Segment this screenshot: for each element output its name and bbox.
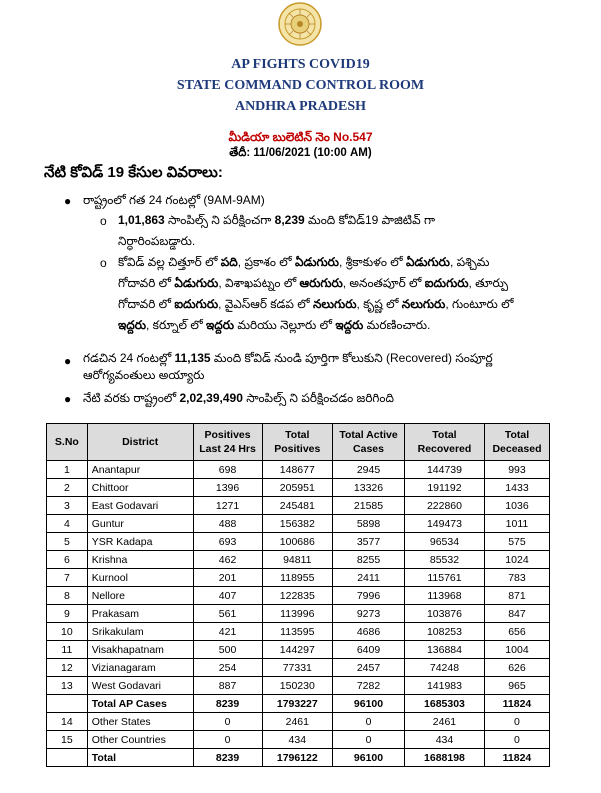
table-cell: 887 [193,677,262,695]
bulletin-title: మీడియా బులెటిన్ నెం No.547 [228,130,373,144]
table-cell: Kurnool [87,569,193,587]
table-cell: 113996 [262,605,333,623]
table-cell: Other Countries [87,731,193,749]
deaths-count: ఇద్దరు [206,318,235,332]
deaths-text: , విశాఖపట్నం లో [218,276,300,290]
deaths-count: ఆరుగురు [299,276,343,290]
deaths-text: మరణించారు. [363,318,431,332]
table-cell: 11824 [484,749,549,767]
col-header: Positives Last 24 Hrs [193,424,262,461]
table-cell: 113595 [262,623,333,641]
table-row [47,479,550,497]
table-cell: 85532 [404,551,484,569]
recovered-text: మంది కోవిడ్ నుండి పూర్తిగా కోలుకుని (Recovered) సంపూర్ణ [210,351,493,365]
table-cell: 462 [193,551,262,569]
table-cell: 103876 [404,605,484,623]
bullet-icon: ● [64,354,72,368]
table-row [47,641,550,659]
deaths-count: నలుగురు [401,297,446,311]
table-cell: 2945 [333,461,405,479]
table-cell: 0 [484,713,549,731]
table-cell: 4 [47,515,88,533]
table-cell: 1024 [484,551,549,569]
recovered-text: గడచిన 24 గంటల్లో [83,351,175,365]
sub-bullet-1 [118,210,435,252]
table-row [47,587,550,605]
table-cell: 245481 [262,497,333,515]
table-cell: 5898 [333,515,405,533]
table-row [47,731,550,749]
sub-bullet-2 [118,252,558,336]
table-row [47,533,550,551]
col-header: Total Deceased [484,424,549,461]
table-row [47,713,550,731]
deaths-count: ఇద్దరు [118,318,147,332]
table-cell: 1433 [484,479,549,497]
col-header: S.No [47,424,88,461]
table-cell: 0 [484,731,549,749]
table-cell: 0 [193,731,262,749]
section-title: నేటి కోవిడ్ 19 కేసుల వివరాలు: [44,164,223,181]
table-cell: 1796122 [262,749,333,767]
table-cell: 122835 [262,587,333,605]
bullet-3-text [83,388,394,408]
table-cell: 1271 [193,497,262,515]
table-cell: 8239 [193,749,262,767]
bulletin-date [0,146,601,162]
table-cell: 656 [484,623,549,641]
deaths-count: ఐదుగురు [174,297,219,311]
deaths-count: నలుగురు [312,297,357,311]
table-cell: 783 [484,569,549,587]
table-cell: 6409 [333,641,405,659]
date-label: తేదీ: [229,147,251,159]
ap-emblem-icon [278,2,322,46]
sub-bullet-icon: o [100,214,107,228]
table-cell: 871 [484,587,549,605]
table-row [47,515,550,533]
deaths-text: కోవిడ్ వల్ల చిత్తూర్ లో [118,255,221,269]
table-cell: 1793227 [262,695,333,713]
table-cell: 14 [47,713,88,731]
table-cell: 74248 [404,659,484,677]
table-cell: 1 [47,461,88,479]
table-cell: 2461 [262,713,333,731]
sub1-text-a: సాంపిల్స్ ని పరీక్షించగా [164,213,275,227]
header-line-3: ANDHRA PRADESH [234,99,367,114]
table-cell [47,749,88,767]
table-cell: 3577 [333,533,405,551]
table-cell: 15 [47,731,88,749]
table-row [47,569,550,587]
table-row [47,551,550,569]
table-cell: 7996 [333,587,405,605]
table-total-row [47,695,550,713]
deaths-text: గోదావరి లో [118,297,175,311]
table-row [47,623,550,641]
table-cell: 96100 [333,749,405,767]
col-header: District [87,424,193,461]
deaths-text: , గుంటూరు లో [445,297,514,311]
recovered-count: 11,135 [174,351,211,365]
col-header: Total Active Cases [333,424,405,461]
deaths-count: ఐదుగురు [424,276,469,290]
bullet-1-text: రాష్ట్రంలో గత 24 గంటల్లో (9AM-9AM) [83,193,265,207]
table-cell: 201 [193,569,262,587]
table-cell: 9 [47,605,88,623]
district-cases-table [46,423,550,767]
table-cell: 0 [193,713,262,731]
table-cell: 8239 [193,695,262,713]
table-cell: 5 [47,533,88,551]
deaths-text: , పశ్చిమ [449,255,490,269]
table-cell: 2457 [333,659,405,677]
table-cell: Nellore [87,587,193,605]
table-cell: 407 [193,587,262,605]
table-cell: 115761 [404,569,484,587]
bullet-2-text [83,350,563,384]
table-cell: 1688198 [404,749,484,767]
deaths-count: ఏడుగురు [405,255,450,269]
table-cell: 77331 [262,659,333,677]
deaths-text: , అనంతపూర్ లో [342,276,425,290]
table-cell: 1396 [193,479,262,497]
samples-tested: 1,01,863 [118,213,165,227]
col-header: Total Positives [262,424,333,461]
table-cell: 7 [47,569,88,587]
table-cell: 13 [47,677,88,695]
table-cell: 500 [193,641,262,659]
table-cell: 2411 [333,569,405,587]
table-header-row [47,424,550,461]
table-cell: West Godavari [87,677,193,695]
table-cell: Vizianagaram [87,659,193,677]
table-cell: 434 [262,731,333,749]
deaths-text: , తూర్పు [468,276,509,290]
deaths-count: ఇద్దరు [335,318,364,332]
table-cell: 0 [333,713,405,731]
table-cell: 8255 [333,551,405,569]
table-cell: 113968 [404,587,484,605]
table-cell: 149473 [404,515,484,533]
table-cell: 993 [484,461,549,479]
table-cell: 100686 [262,533,333,551]
table-cell: 1011 [484,515,549,533]
table-cell: 205951 [262,479,333,497]
table-cell: 191192 [404,479,484,497]
table-row [47,659,550,677]
deaths-count: పది [220,255,238,269]
table-cell: 1036 [484,497,549,515]
header-line-2: STATE COMMAND CONTROL ROOM [176,78,425,93]
table-cell: 13326 [333,479,405,497]
table-cell [47,695,88,713]
table-cell: Srikakulam [87,623,193,641]
table-cell: 222860 [404,497,484,515]
table-cell: 10 [47,623,88,641]
table-cell: 561 [193,605,262,623]
deaths-text: , కృష్ణ లో [356,297,402,311]
header-line-1: AP FIGHTS COVID19 [231,57,370,72]
table-cell: 7282 [333,677,405,695]
sub1-text-b: మంది కోవిడ్19 పాజిటివ్ గా [304,213,435,227]
table-cell: 11824 [484,695,549,713]
table-cell: Anantapur [87,461,193,479]
bullet-icon: ● [64,194,72,208]
table-cell: 144297 [262,641,333,659]
table-cell: 94811 [262,551,333,569]
deaths-text: మరియు నెల్లూరు లో [234,318,336,332]
table-cell: 156382 [262,515,333,533]
table-total-row [47,749,550,767]
table-cell: 254 [193,659,262,677]
table-cell: 1004 [484,641,549,659]
table-cell: 693 [193,533,262,551]
table-cell: 434 [404,731,484,749]
table-cell: YSR Kadapa [87,533,193,551]
deaths-count: ఏడుగురు [174,276,219,290]
table-cell: 96100 [333,695,405,713]
deaths-count: ఏడుగురు [294,255,339,269]
table-cell: 9273 [333,605,405,623]
table-cell: 965 [484,677,549,695]
positives-count: 8,239 [274,213,305,227]
table-row [47,461,550,479]
table-cell: 3 [47,497,88,515]
table-row [47,677,550,695]
table-cell: Guntur [87,515,193,533]
table-cell: 96534 [404,533,484,551]
table-cell: Visakhapatnam [87,641,193,659]
table-cell: 1685303 [404,695,484,713]
table-cell: 21585 [333,497,405,515]
table-cell: 141983 [404,677,484,695]
table-cell: 626 [484,659,549,677]
table-cell: East Godavari [87,497,193,515]
table-cell: 4686 [333,623,405,641]
bullet-icon: ● [64,392,72,406]
deaths-text: , కర్నూల్ లో [146,318,206,332]
samples-total-text: సాంపిల్స్ ని పరీక్షించడం జరిగింది [242,391,394,405]
table-cell: Total AP Cases [87,695,193,713]
table-cell: 0 [333,731,405,749]
table-cell: 136884 [404,641,484,659]
deaths-text: , శ్రీకాకుళం లో [338,255,406,269]
table-cell: 118955 [262,569,333,587]
table-cell: 488 [193,515,262,533]
table-cell: Total [87,749,193,767]
table-row [47,497,550,515]
table-cell: Prakasam [87,605,193,623]
table-cell: 8 [47,587,88,605]
table-cell: 575 [484,533,549,551]
recovered-text: ఆరోగ్యవంతులు అయ్యారు [83,368,205,382]
table-cell: 2461 [404,713,484,731]
deaths-text: గోదావరి లో [118,276,175,290]
deaths-text: , ప్రకాశం లో [237,255,295,269]
col-header: Total Recovered [404,424,484,461]
sub1-line-2: నిర్ధారింపబడ్డారు. [118,234,196,248]
table-cell: 698 [193,461,262,479]
table-cell: 847 [484,605,549,623]
samples-total-count: 2,02,39,490 [179,391,243,405]
deaths-text: , వైఎస్ఆర్ కడప లో [218,297,313,311]
table-cell: 11 [47,641,88,659]
table-cell: 6 [47,551,88,569]
sub-bullet-icon: o [100,256,107,270]
table-row [47,605,550,623]
table-cell: 108253 [404,623,484,641]
table-cell: Other States [87,713,193,731]
table-cell: 144739 [404,461,484,479]
table-cell: 421 [193,623,262,641]
table-cell: Krishna [87,551,193,569]
table-cell: 148677 [262,461,333,479]
table-cell: Chittoor [87,479,193,497]
samples-total-text: నేటి వరకు రాష్ట్రంలో [83,391,180,405]
table-cell: 12 [47,659,88,677]
table-cell: 2 [47,479,88,497]
table-cell: 150230 [262,677,333,695]
date-value: 11/06/2021 (10:00 AM) [253,147,372,159]
